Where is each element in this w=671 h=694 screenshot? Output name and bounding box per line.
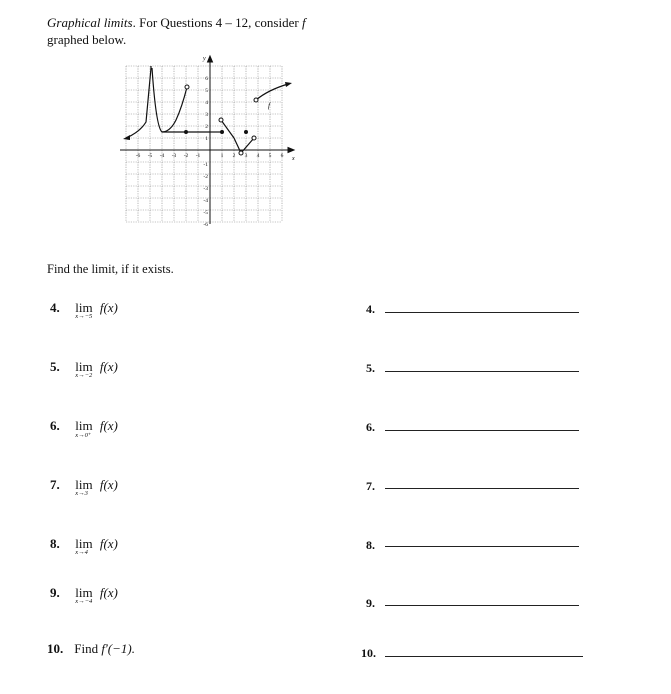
answer-line-6[interactable] [385, 430, 579, 431]
answer-label: 5. [366, 361, 375, 375]
question-number: 4. [50, 300, 60, 315]
x-tick: 2 [232, 153, 236, 159]
answer-line-8[interactable] [385, 546, 579, 547]
y-tick: -4 [203, 198, 208, 204]
lim-subscript: x→−4 [75, 598, 93, 605]
lim-text: lim [75, 536, 93, 551]
x-tick: -1 [195, 153, 201, 159]
y-tick: -5 [203, 210, 208, 216]
y-axis-label: y [203, 56, 206, 62]
question-9 [50, 585, 118, 605]
closed-point [220, 130, 224, 134]
y-tick: -3 [203, 186, 208, 192]
x-tick: 5 [268, 153, 272, 159]
answer-line-7[interactable] [385, 488, 579, 489]
x-tick: 1 [220, 153, 224, 159]
x-tick: -4 [159, 153, 165, 159]
curve-label: f [268, 102, 270, 110]
y-tick: 5 [205, 88, 208, 94]
question-4 [50, 300, 118, 320]
x-tick: 6 [280, 153, 284, 159]
answer-line-4[interactable] [385, 312, 579, 313]
y-tick: 2 [205, 124, 208, 130]
function-graph [118, 52, 298, 228]
question-5 [50, 359, 118, 379]
y-tick: 6 [205, 76, 208, 82]
question-number: 8. [50, 536, 60, 551]
x-tick: -2 [183, 153, 189, 159]
limit-expression: f(x) [99, 477, 118, 492]
q10-text: Find [74, 641, 102, 656]
instruction: Find the limit, if it exists. [47, 262, 174, 276]
y-tick: 4 [205, 100, 208, 106]
lim-text: lim [75, 477, 93, 492]
x-axis-label: x [292, 156, 295, 162]
open-point [239, 151, 243, 155]
lim-subscript: x→−2 [75, 372, 93, 379]
limit-expression: f(x) [99, 359, 118, 374]
lim-text: lim [75, 585, 93, 600]
closed-point [184, 130, 188, 134]
y-tick: -1 [203, 162, 208, 168]
lim-text: lim [75, 359, 93, 374]
x-tick: -6 [135, 153, 141, 159]
intro-rest: . For Questions 4 – 12, consider [132, 15, 302, 30]
x-tick: 4 [256, 153, 260, 159]
question-number: 6. [50, 418, 60, 433]
intro-title: Graphical limits [47, 15, 133, 30]
x-tick: 3 [244, 153, 248, 159]
x-tick: -3 [171, 153, 177, 159]
left-arrowhead [123, 135, 130, 140]
open-point [254, 98, 258, 102]
lim-subscript: x→3 [75, 490, 88, 497]
question-number: 5. [50, 359, 60, 374]
y-tick: -2 [203, 174, 208, 180]
open-point [252, 136, 256, 140]
answer-line-9[interactable] [385, 605, 579, 606]
answer-label: 7. [366, 479, 375, 493]
y-tick: -6 [203, 222, 208, 228]
answer-label: 8. [366, 538, 375, 552]
intro-line2: graphed below. [47, 32, 127, 47]
limit-expression: f(x) [99, 300, 118, 315]
x-tick: -5 [147, 153, 153, 159]
limit-expression: f(x) [99, 418, 118, 433]
question-8 [50, 536, 118, 556]
question-7 [50, 477, 118, 497]
limit-expression: f(x) [99, 585, 118, 600]
lim-text: lim [75, 300, 93, 315]
lim-subscript: x→4 [75, 549, 88, 556]
question-6 [50, 418, 118, 439]
answer-label: 9. [366, 596, 375, 610]
question-10 [47, 641, 135, 657]
answer-label: 4. [366, 302, 375, 316]
intro-text [47, 14, 306, 48]
limit-expression: f(x) [99, 536, 118, 551]
answer-label: 10. [361, 646, 376, 660]
lim-text: lim [75, 418, 93, 433]
question-number: 10. [47, 641, 64, 656]
question-number: 9. [50, 585, 60, 600]
answer-line-10[interactable] [385, 656, 583, 657]
intro-f-symbol: f [301, 15, 306, 30]
lim-subscript: x→0⁺ [75, 432, 92, 439]
y-tick: 1 [205, 136, 208, 142]
closed-point [244, 130, 248, 134]
right-arrowhead [285, 82, 292, 87]
y-tick: 3 [205, 112, 208, 118]
open-point [185, 85, 189, 89]
answer-line-5[interactable] [385, 371, 579, 372]
lim-subscript: x→−5 [75, 313, 93, 320]
answer-label: 6. [366, 420, 375, 434]
open-point [219, 118, 223, 122]
question-number: 7. [50, 477, 60, 492]
derivative-expression: f′(−1). [101, 641, 135, 656]
